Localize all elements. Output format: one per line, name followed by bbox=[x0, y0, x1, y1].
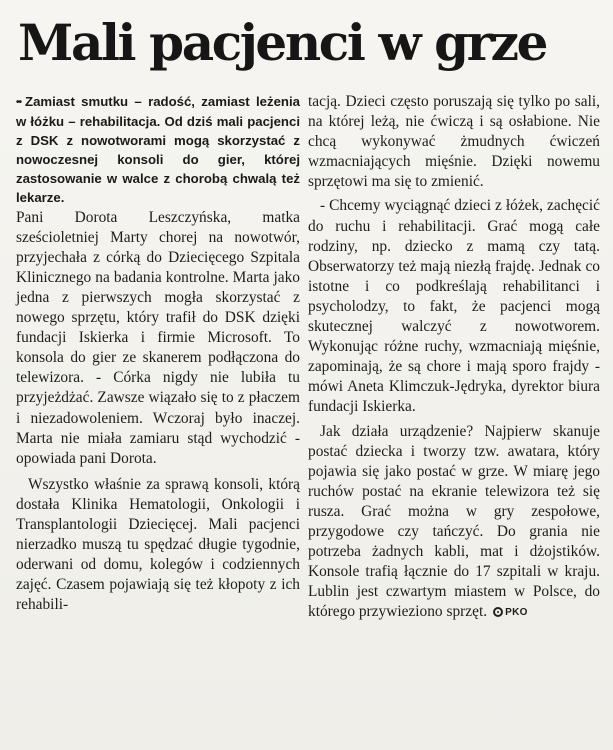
headline: Mali pacjenci w grze bbox=[18, 13, 547, 72]
lead-bullets-icon: •• bbox=[16, 97, 22, 108]
column-left bbox=[16, 92, 300, 615]
paragraph-4 bbox=[308, 422, 600, 624]
circle-dot-icon bbox=[493, 607, 503, 617]
paragraph-1: Pani Dorota Leszczyńska, matka sześcioletniej Marty chorej na nowotwór, przyjechała z córką do Dziecięcego Szpitala Klinicznego na badania kontrolne. Marta jako jedna z pierwszych mogła skorzystać z nowego sprzętu, który trafił do DSK dzięki fundacji Iskierka i firmie Microsoft. To konsola do gier ze skanerem podłączona do telewizora. - Córka nigdy nie lubiła tu przyjeżdżać. Zawsze wiązało się to z płaczem i niezadowoleniem. Wczoraj było inaczej. Marta nie miała zamiaru stąd wychodzić - opowiada pani Dorota. bbox=[16, 208, 300, 467]
paragraph-2-start: Wszystko właśnie za sprawą konsoli, którą dostała Klinika Hematologii, Onkologii i Transplantologii Dziecięcej. Mali pacjenci nierzadko muszą tu spędzać długie tygodnie, oderwani od domu, kolegów i codziennych zajęć. Czasem pojawiają się też kłopoty z ich rehabili- bbox=[16, 475, 300, 614]
byline: PKO bbox=[505, 607, 528, 619]
signoff bbox=[446, 603, 527, 620]
lead-text: Zamiast smutku – radość, zamiast leżenia w łóżku – rehabilitacja. Od dziś mali pacjenci z DSK z nowotworami mogą skorzystać z nowoczesnej konsoli do gier, której zastosowanie w walce z chorobą chwalą też lekarze. bbox=[16, 94, 300, 206]
paragraph-4-last-word: sprzęt. bbox=[446, 603, 488, 621]
paragraph-2-continued: tacją. Dzieci często poruszają się tylko po sali, na której leżą, nie ćwiczą i są osłabione. Nie chcą wykonywać żmudnych ćwiczeń wzmacniających mięśnie. Dzięki nowemu sprzętowi ma się to zmienić. bbox=[308, 93, 600, 191]
paragraph-4-text: Jak działa urządzenie? Najpierw skanuje postać dziecka i tworzy tzw. awatara, który pojawia się jako postać w grze. W miarę jego ruchów postać na ekranie telewizora też się rusza. Grać można w gry zespołowe, przygodowe czy tańczyć. Do grania nie potrzeba żadnych kabli, mat i dżojstików. Konsole trafią łącznie do 17 szpitali w kraju. Lublin jest czwartym miastem w Polsce, do którego przywieziono bbox=[308, 422, 600, 621]
lead-paragraph bbox=[16, 92, 300, 208]
column-right bbox=[308, 92, 600, 623]
paragraph-3: - Chcemy wyciągnąć dzieci z łóżek, zachęcić do ruchu i rehabilitacji. Grać mogą całe rodziny, np. dziecko z mamą czy tatą. Obserwatorzy też mają niezłą frajdę. Jednak co istotne i co podkreślają rehabilitanci i psycholodzy, to fakt, że pacjenci mogą skutecznej walczyć z nowotworem. Wykonując różne ruchy, wzmacniają mięśnie, zapominają, że są chore i mają sporo frajdy - mówi Aneta Klimczuk-Jędryka, dyrektor biura fundacji Iskierka. bbox=[308, 197, 600, 416]
